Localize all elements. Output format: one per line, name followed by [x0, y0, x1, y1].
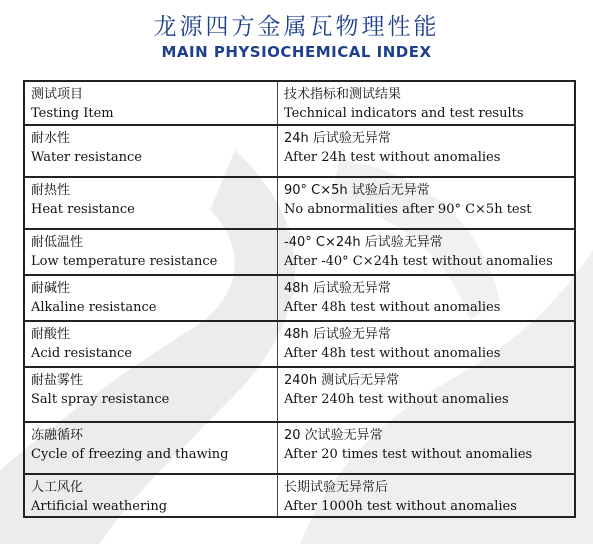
result-cell [278, 474, 576, 517]
result-cn: 240h 测试后无异常 [284, 373, 400, 388]
item-cell [24, 275, 278, 321]
item-cn: 耐低温性 [31, 235, 84, 250]
table-row [24, 177, 575, 229]
table-header-row [24, 81, 575, 125]
result-cell [278, 367, 576, 422]
table-row [24, 367, 575, 422]
title-block [0, 14, 593, 61]
item-en: Water resistance [31, 150, 142, 165]
item-cn: 耐盐雾性 [31, 373, 84, 388]
table-row [24, 474, 575, 517]
table-row [24, 125, 575, 177]
result-en: After 48h test without anomalies [284, 346, 501, 361]
item-cell [24, 229, 278, 275]
result-cell [278, 125, 576, 177]
result-cn: -40° C×24h 后试验无异常 [284, 235, 443, 250]
item-cn: 耐水性 [31, 131, 71, 146]
item-cn: 人工风化 [31, 480, 84, 495]
result-en: After 48h test without anomalies [284, 300, 501, 315]
item-en: Low temperature resistance [31, 254, 218, 269]
result-cell [278, 177, 576, 229]
physiochemical-index-table [23, 80, 576, 518]
item-cell [24, 177, 278, 229]
item-cell [24, 367, 278, 422]
result-cn: 24h 后试验无异常 [284, 131, 391, 146]
header-result-cell [278, 81, 576, 125]
result-cn: 长期试验无异常后 [284, 480, 389, 495]
item-cn: 耐热性 [31, 183, 71, 198]
item-cn: 耐碱性 [31, 281, 71, 296]
table-row [24, 275, 575, 321]
item-en: Alkaline resistance [31, 300, 157, 315]
title-chinese: 龙源四方金属瓦物理性能 [153, 14, 440, 40]
item-cell [24, 422, 278, 474]
header-result-cn: 技术指标和测试结果 [284, 87, 402, 102]
result-cell [278, 275, 576, 321]
title-english: MAIN PHYSIOCHEMICAL INDEX [161, 43, 432, 61]
item-en: Cycle of freezing and thawing [31, 447, 229, 462]
result-en: After 240h test without anomalies [284, 392, 509, 407]
header-item-cell [24, 81, 278, 125]
item-cell [24, 125, 278, 177]
result-cn: 90° C×5h 试验后无异常 [284, 183, 430, 198]
result-cell [278, 229, 576, 275]
table-row [24, 422, 575, 474]
result-cn: 48h 后试验无异常 [284, 281, 391, 296]
item-en: Artificial weathering [31, 499, 168, 514]
item-en: Heat resistance [31, 202, 135, 217]
header-result-en: Technical indicators and test results [284, 106, 524, 121]
result-en: After 24h test without anomalies [284, 150, 501, 165]
header-item-en: Testing Item [31, 106, 114, 121]
result-cell [278, 422, 576, 474]
table-row [24, 321, 575, 367]
result-en: No abnormalities after 90° C×5h test [284, 202, 532, 217]
header-item-cn: 测试项目 [31, 87, 84, 102]
result-cn: 20 次试验无异常 [284, 428, 383, 443]
result-cn: 48h 后试验无异常 [284, 327, 391, 342]
result-cell [278, 321, 576, 367]
item-en: Salt spray resistance [31, 392, 170, 407]
item-en: Acid resistance [31, 346, 133, 361]
result-en: After 20 times test without anomalies [284, 447, 533, 462]
item-cell [24, 474, 278, 517]
item-cn: 冻融循环 [31, 428, 84, 443]
result-en: After 1000h test without anomalies [284, 499, 517, 514]
item-cell [24, 321, 278, 367]
table-row [24, 229, 575, 275]
result-en: After -40° C×24h test without anomalies [284, 254, 553, 269]
item-cn: 耐酸性 [31, 327, 71, 342]
